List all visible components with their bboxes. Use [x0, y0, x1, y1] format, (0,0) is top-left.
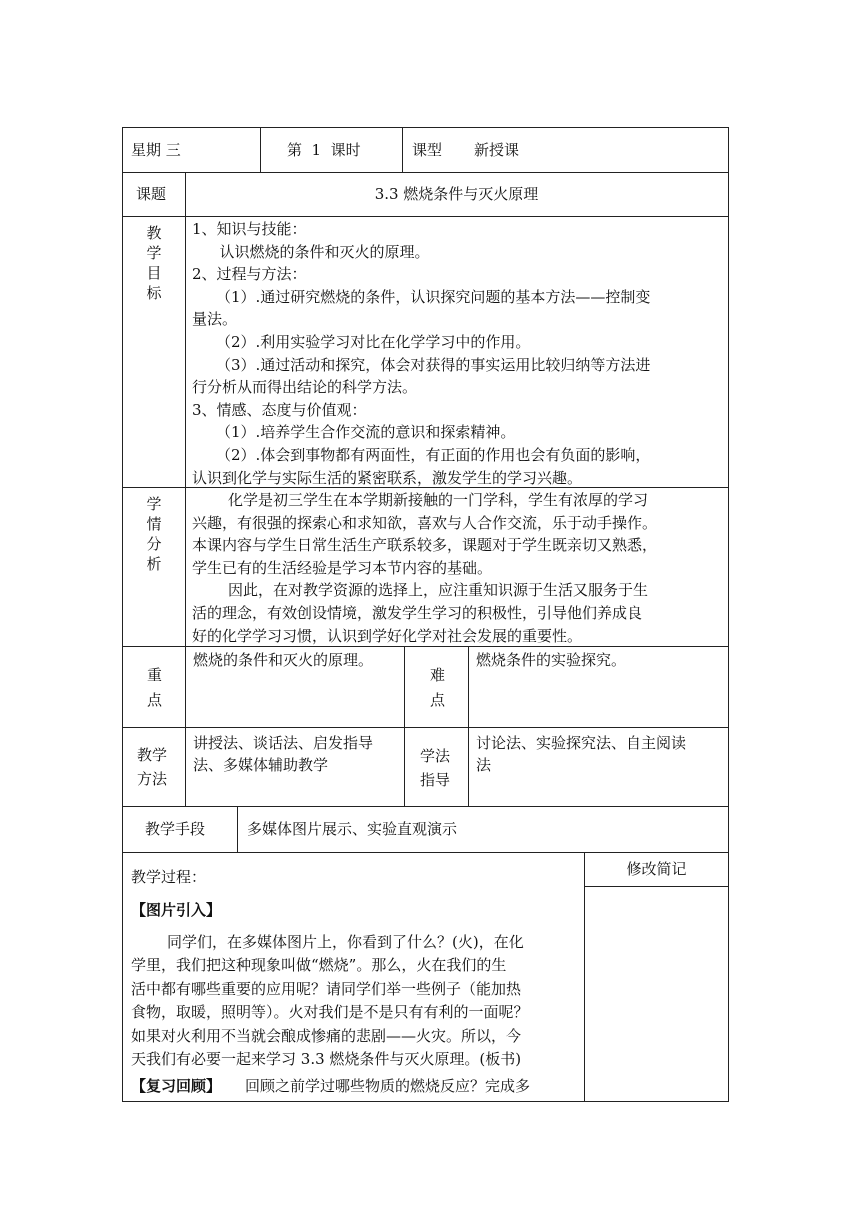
methods-value-2: 法、多媒体辅助教学 — [193, 756, 329, 774]
difficulty-label-1: 难 — [430, 666, 446, 684]
methods-label-2: 方法 — [137, 770, 168, 788]
key-points-label-1: 重 — [147, 666, 163, 684]
table-border-top — [122, 127, 729, 128]
col-divider — [237, 806, 238, 852]
text-line: 本课内容与学生日常生活生产联系较多，课题对于学生既亲切又熟悉， — [192, 536, 658, 555]
text-line: 1、知识与技能： — [192, 220, 307, 238]
guide-label-1: 学法 — [420, 747, 451, 765]
process-title: 教学过程： — [131, 868, 207, 886]
means-value: 多媒体图片展示、实验直观演示 — [247, 820, 458, 838]
text-line: （1）.培养学生合作交流的意识和探索精神。 — [216, 423, 516, 442]
review-text: 回顾之前学过哪些物质的燃烧反应？完成多 — [245, 1077, 531, 1095]
row-divider — [122, 172, 729, 173]
text-line: 食物，取暖，照明等）。火对我们是不是只有有利的一面呢？ — [131, 1003, 529, 1022]
weekday-cell: 星期 三 — [131, 141, 181, 159]
guide-value-2: 法 — [476, 756, 492, 774]
text-line: 因此，在对教学资源的选择上，应注重知识源于生活又服务于生 — [228, 581, 649, 600]
row-divider — [122, 806, 729, 807]
row-divider — [122, 852, 729, 853]
key-points-label-2: 点 — [147, 691, 163, 709]
text-line: 化学是初三学生在本学期新接触的一门学科，学生有浓厚的学习 — [228, 491, 649, 509]
col-divider — [468, 646, 469, 806]
text-line: 兴趣，有很强的探索心和求知欲，喜欢与人合作交流，乐于动手操作。 — [192, 513, 658, 532]
section-heading-intro: 【图片引入】 — [131, 901, 222, 919]
text-line: 量法。 — [192, 310, 238, 329]
text-line: 认识燃烧的条件和灭火的原理。 — [210, 242, 430, 261]
text-line: 好的化学学习习惯，认识到学好化学对社会发展的重要性。 — [192, 626, 583, 645]
period-cell: 第 1 课时 — [287, 141, 361, 159]
col-divider — [402, 127, 403, 172]
key-points-value: 燃烧的条件和灭火的原理。 — [193, 651, 374, 669]
col-divider — [185, 172, 186, 806]
topic-label: 课题 — [136, 185, 167, 203]
text-line: 天我们有必要一起来学习 3.3 燃烧条件与灭火原理。(板书) — [131, 1050, 522, 1068]
text-line: 如果对火利用不当就会酿成惨痛的悲剧——火灾。所以，今 — [131, 1026, 522, 1045]
text-line: 3、情感、态度与价值观： — [192, 400, 367, 419]
guide-label-2: 指导 — [420, 771, 451, 789]
table-border-bottom — [122, 1101, 729, 1102]
text-line: 同学们，在多媒体图片上，你看到了什么？(火)，在化 — [167, 933, 524, 951]
difficulty-value: 燃烧条件的实验探究。 — [476, 651, 627, 669]
means-label: 教学手段 — [145, 820, 206, 838]
row-divider — [122, 727, 729, 728]
notes-divider — [584, 886, 729, 887]
text-line: 活中都有哪些重要的应用呢？请同学们举一些例子（能加热 — [131, 979, 522, 998]
text-line: 学生已有的生活经验是学习本节内容的基础。 — [192, 558, 493, 577]
col-divider — [404, 646, 405, 806]
col-divider — [584, 852, 585, 1101]
topic-value: 3.3 燃烧条件与灭火原理 — [374, 185, 539, 203]
table-border-left — [122, 127, 123, 1102]
text-line: 2、过程与方法： — [192, 265, 307, 284]
section-heading-review: 【复习回顾】 — [131, 1077, 222, 1095]
objectives-label: 教学目标 — [146, 224, 162, 302]
text-line: 学里，我们把这种现象叫做“燃烧”。那么，火在我们的生 — [131, 956, 507, 975]
text-line: （3）.通过活动和探究，体会对获得的事实运用比较归纳等方法进 — [216, 355, 651, 374]
col-divider — [260, 127, 261, 172]
revision-notes-label: 修改简记 — [626, 860, 687, 878]
text-line: （1）.通过研究燃烧的条件，认识探究问题的基本方法——控制变 — [216, 287, 651, 306]
difficulty-label-2: 点 — [430, 691, 446, 709]
lesson-type-label: 课型 — [412, 141, 443, 159]
text-line: 行分析从而得出结论的科学方法。 — [192, 378, 418, 397]
methods-value-1: 讲授法、谈话法、启发指导 — [193, 734, 374, 752]
methods-label-1: 教学 — [137, 746, 168, 764]
analysis-label: 学情分析 — [146, 495, 162, 573]
guide-value-1: 讨论法、实验探究法、自主阅读 — [476, 734, 687, 752]
text-line: 认识到化学与实际生活的紧密联系，激发学生的学习兴趣。 — [192, 468, 583, 487]
table-border-right — [728, 127, 729, 1102]
text-line: （2）.利用实验学习对比在化学学习中的作用。 — [216, 333, 531, 351]
text-line: （2）.体会到事物都有两面性，有正面的作用也会有负面的影响， — [216, 446, 651, 464]
text-line: 活的理念，有效创设情境，激发学生学习的积极性，引导他们养成良 — [192, 604, 643, 622]
lesson-type-value: 新授课 — [474, 141, 520, 159]
row-divider — [122, 216, 729, 217]
